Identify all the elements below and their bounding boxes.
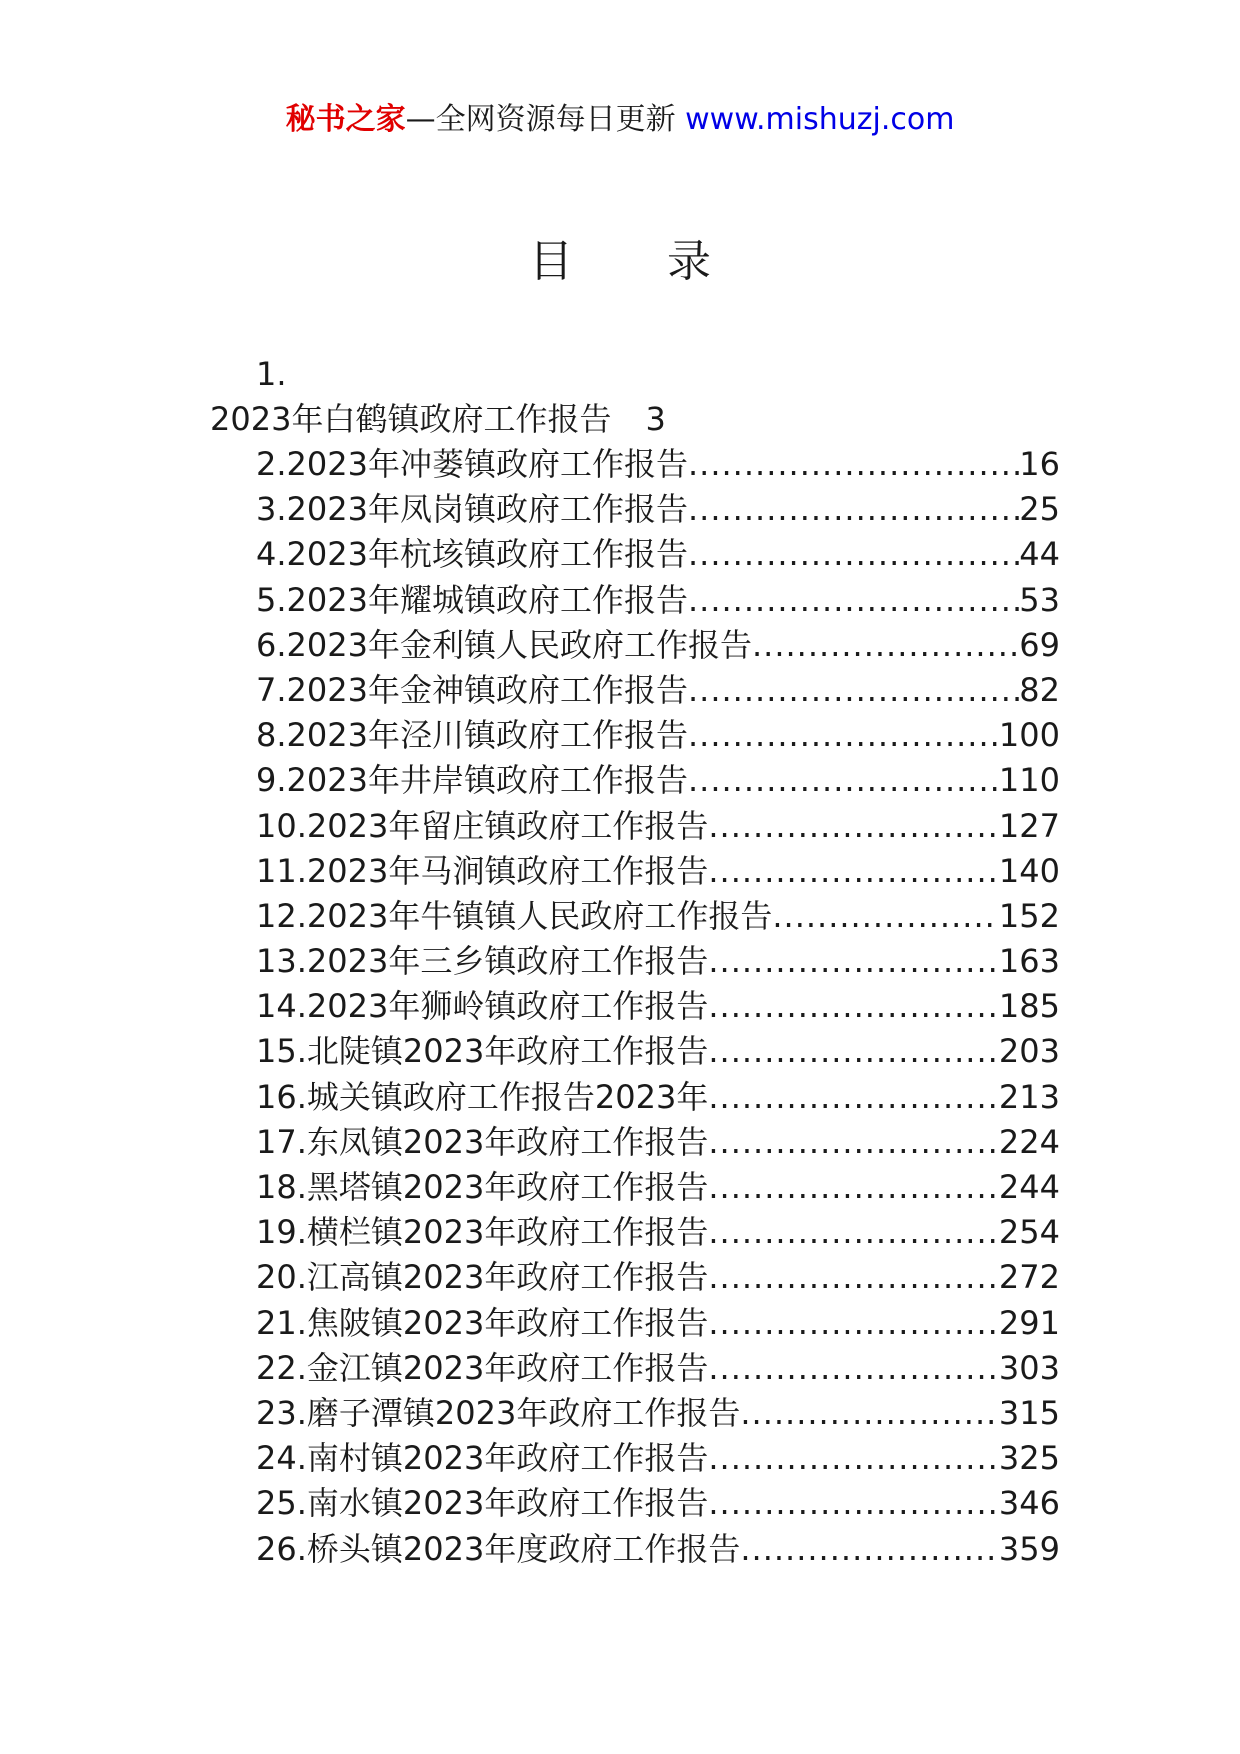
toc-dot-leader: [688, 758, 999, 803]
toc-dot-leader: [708, 1301, 999, 1346]
toc-entry-page: 213: [998, 1077, 1060, 1116]
toc-entry[interactable]: [210, 804, 1060, 849]
toc-entry-title: 23.磨子潭镇2023年政府工作报告: [256, 1393, 741, 1432]
toc-entry[interactable]: [210, 758, 1060, 803]
toc-entry-title: 24.南村镇2023年政府工作报告: [256, 1439, 709, 1478]
toc-entry-page: 110: [998, 761, 1060, 800]
toc-dot-leader: [772, 894, 999, 939]
toc-entry[interactable]: [210, 1436, 1060, 1481]
toc-dot-leader: [708, 1165, 999, 1210]
toc-entry[interactable]: [210, 1527, 1060, 1572]
toc-entry-title: 8.2023年泾川镇政府工作报告: [256, 716, 688, 755]
toc-entry-title: 15.北陡镇2023年政府工作报告: [256, 1032, 709, 1071]
toc-entry-page: 69: [1019, 625, 1060, 664]
toc-entry-page: 303: [998, 1348, 1060, 1387]
toc-dot-leader: [708, 1255, 999, 1300]
toc-entry-title: 3.2023年凤岗镇政府工作报告: [256, 490, 688, 529]
toc-entry-1-number[interactable]: 1.: [256, 355, 287, 393]
toc-entry[interactable]: [210, 1301, 1060, 1346]
toc-entry-page: 3: [645, 400, 666, 438]
toc-dot-leader: [708, 849, 999, 894]
toc-entry-page: 44: [1019, 535, 1060, 574]
toc-entry-title: 2023年白鹤镇政府工作报告: [210, 400, 612, 438]
toc-dot-leader: [752, 623, 1019, 668]
toc-entry-page: 203: [998, 1032, 1060, 1071]
toc-dot-leader: [708, 1029, 999, 1074]
toc-entry-page: 16: [1019, 445, 1060, 483]
toc-entry-title: 10.2023年留庄镇政府工作报告: [256, 806, 709, 845]
toc-entry[interactable]: [210, 487, 1060, 532]
toc-entry-page: 25: [1019, 490, 1060, 529]
toc-entry[interactable]: [210, 1210, 1060, 1255]
toc-entry-page: 224: [998, 1122, 1060, 1161]
toc-dot-leader: [708, 1210, 999, 1255]
toc-dot-leader: [688, 578, 1019, 623]
toc-entry-page: 272: [998, 1258, 1060, 1297]
toc-entry-title: 14.2023年狮岭镇政府工作报告: [256, 987, 709, 1026]
site-brand: 秘书之家: [285, 102, 406, 137]
toc-dot-leader: [688, 713, 999, 758]
toc-entry-title: 21.焦陂镇2023年政府工作报告: [256, 1303, 709, 1342]
toc-entry-page: 100: [998, 716, 1060, 755]
toc-entry[interactable]: [210, 849, 1060, 894]
toc-entry[interactable]: [210, 578, 1060, 623]
toc-entry[interactable]: [210, 442, 1060, 487]
toc-entry-page: 291: [998, 1303, 1060, 1342]
toc-entry-title: 16.城关镇政府工作报告2023年: [256, 1077, 709, 1116]
toc-dot-leader: [708, 1120, 999, 1165]
toc-dot-leader: [708, 1436, 999, 1481]
toc-entry-title: 5.2023年耀城镇政府工作报告: [256, 580, 688, 619]
toc-dot-leader: [688, 487, 1019, 532]
toc-dot-leader: [708, 1481, 999, 1526]
toc-entry-title: 25.南水镇2023年政府工作报告: [256, 1484, 709, 1523]
toc-entry-title: 26.桥头镇2023年度政府工作报告: [256, 1529, 741, 1568]
toc-dot-leader: [708, 1346, 999, 1391]
toc-entry[interactable]: [210, 1481, 1060, 1526]
toc-dot-leader: [688, 442, 1019, 487]
toc-entry-page: 325: [998, 1439, 1060, 1478]
toc-entry[interactable]: [210, 1075, 1060, 1120]
toc-dot-leader: [688, 668, 1019, 713]
toc-dot-leader: [740, 1391, 999, 1436]
toc-entry-title: 7.2023年金神镇政府工作报告: [256, 670, 688, 709]
site-url-link[interactable]: www.mishuzj.com: [685, 102, 955, 137]
toc-entry-title: 12.2023年牛镇镇人民政府工作报告: [256, 896, 773, 935]
toc-dot-leader: [740, 1527, 999, 1572]
toc-entry[interactable]: [210, 668, 1060, 713]
toc-entry[interactable]: [210, 713, 1060, 758]
toc-entry[interactable]: [210, 532, 1060, 577]
toc-entry-1[interactable]: [210, 397, 1060, 442]
toc-entry[interactable]: [210, 623, 1060, 668]
toc-entry-page: 359: [998, 1529, 1060, 1568]
page-title: 目 录: [529, 236, 751, 287]
toc-entry-page: 244: [998, 1168, 1060, 1206]
toc-dot-leader: [688, 532, 1019, 577]
toc-entries: [210, 442, 1060, 1572]
toc-entry-title: 9.2023年井岸镇政府工作报告: [256, 761, 688, 800]
toc-entry[interactable]: [210, 1346, 1060, 1391]
toc-entry-title: 17.东凤镇2023年政府工作报告: [256, 1122, 709, 1161]
toc-entry-page: 315: [998, 1393, 1060, 1432]
table-of-contents: [210, 352, 1060, 1572]
toc-dot-leader: [708, 939, 999, 984]
toc-entry-title: 6.2023年金利镇人民政府工作报告: [256, 625, 752, 664]
toc-entry-title: 4.2023年杭垓镇政府工作报告: [256, 535, 688, 574]
toc-entry-page: 163: [998, 942, 1060, 981]
toc-dot-leader: [708, 804, 999, 849]
toc-entry-title: 22.金江镇2023年政府工作报告: [256, 1348, 709, 1387]
toc-entry-page: 140: [998, 851, 1060, 890]
toc-entry-title: 11.2023年马涧镇政府工作报告: [256, 851, 709, 890]
toc-entry-title: 18.黑塔镇2023年政府工作报告: [256, 1168, 709, 1206]
toc-entry[interactable]: [210, 1029, 1060, 1074]
toc-entry[interactable]: [210, 939, 1060, 984]
toc-dot-leader: [708, 984, 999, 1029]
toc-entry[interactable]: [210, 894, 1060, 939]
toc-entry-page: 185: [998, 987, 1060, 1026]
toc-entry-page: 152: [998, 896, 1060, 935]
toc-entry[interactable]: [210, 984, 1060, 1029]
toc-entry-page: 254: [998, 1213, 1060, 1252]
toc-entry-page: 82: [1019, 670, 1060, 709]
toc-entry-title: 2.2023年冲蒌镇政府工作报告: [256, 445, 688, 483]
site-slogan: —全网资源每日更新: [405, 102, 676, 137]
site-header: [0, 100, 1240, 140]
toc-entry-title: 13.2023年三乡镇政府工作报告: [256, 942, 709, 981]
toc-entry-title: 20.江高镇2023年政府工作报告: [256, 1258, 709, 1297]
toc-entry-page: 346: [998, 1484, 1060, 1523]
toc-entry-page: 53: [1019, 580, 1060, 619]
toc-entry[interactable]: [210, 1255, 1060, 1300]
toc-entry[interactable]: [210, 1165, 1060, 1210]
toc-dot-leader: [708, 1075, 999, 1120]
toc-entry-page: 127: [998, 806, 1060, 845]
toc-entry[interactable]: [210, 1391, 1060, 1436]
toc-entry-title: 19.横栏镇2023年政府工作报告: [256, 1213, 709, 1252]
toc-entry[interactable]: [210, 1120, 1060, 1165]
